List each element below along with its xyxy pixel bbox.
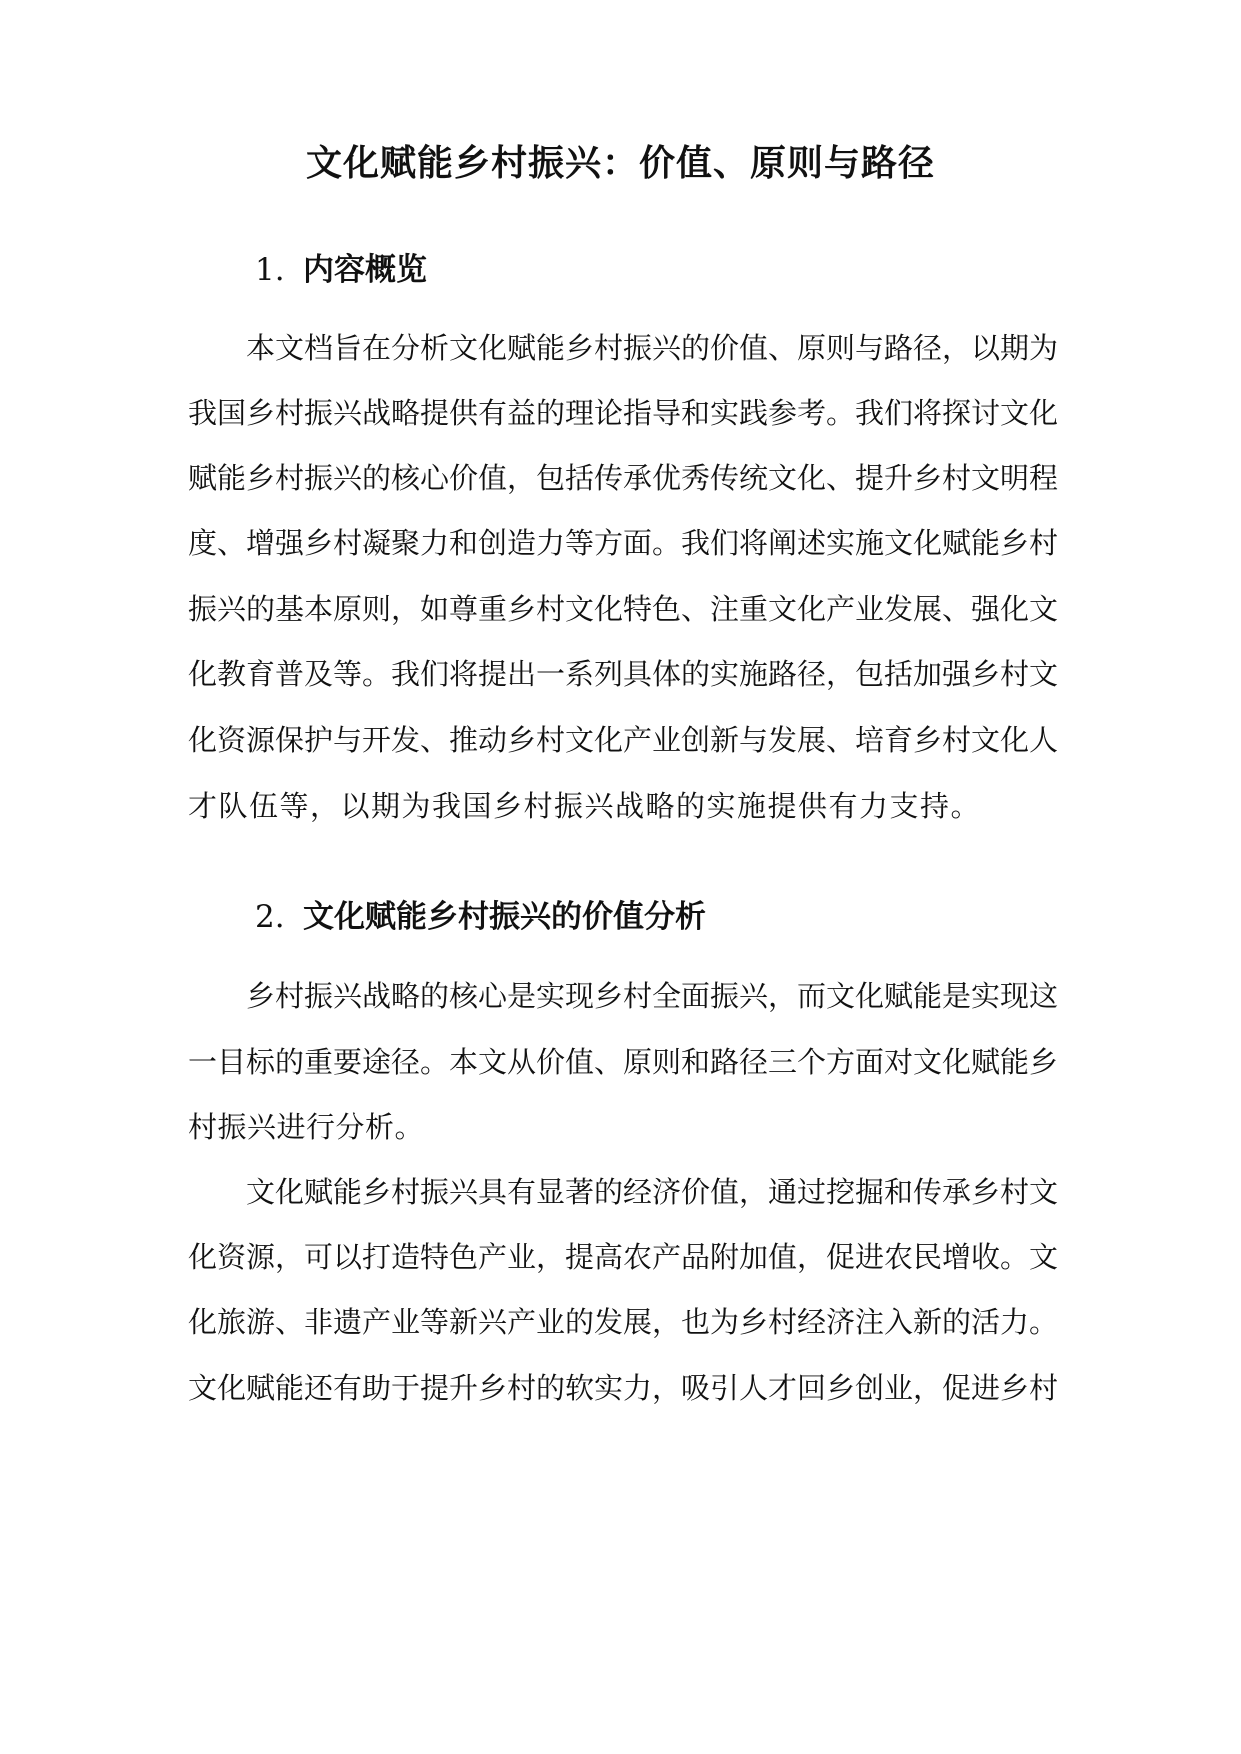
paragraph-line: 振兴的基本原则，如尊重乡村文化特色、注重文化产业发展、强化文 — [188, 592, 1059, 626]
section-heading-1 — [255, 248, 427, 292]
section-heading-2 — [255, 895, 706, 939]
paragraph-line: 一目标的重要途径。本文从价值、原则和路径三个方面对文化赋能乡 — [188, 1045, 1059, 1079]
paragraph-line: 度、增强乡村凝聚力和创造力等方面。我们将阐述实施文化赋能乡村 — [188, 526, 1059, 560]
section-number: 1. — [255, 252, 285, 288]
paragraph-line: 文化赋能乡村振兴具有显著的经济价值，通过挖掘和传承乡村文 — [246, 1175, 1059, 1209]
paragraph-line: 文化赋能还有助于提升乡村的软实力，吸引人才回乡创业，促进乡村 — [188, 1371, 1059, 1405]
paragraph-line: 化资源保护与开发、推动乡村文化产业创新与发展、培育乡村文化人 — [188, 723, 1059, 757]
paragraph-line: 乡村振兴战略的核心是实现乡村全面振兴，而文化赋能是实现这 — [246, 979, 1059, 1013]
paragraph-line: 村振兴进行分析。 — [188, 1110, 425, 1144]
paragraph-line: 化旅游、非遗产业等新兴产业的发展，也为乡村经济注入新的活力。 — [188, 1305, 1059, 1339]
section-title: 内容概览 — [303, 252, 427, 288]
section-title: 文化赋能乡村振兴的价值分析 — [303, 899, 706, 935]
paragraph-line: 本文档旨在分析文化赋能乡村振兴的价值、原则与路径，以期为 — [246, 331, 1059, 365]
paragraph-line: 赋能乡村振兴的核心价值，包括传承优秀传统文化、提升乡村文明程 — [188, 461, 1059, 495]
paragraph-line: 化资源，可以打造特色产业，提高农产品附加值，促进农民增收。文 — [188, 1240, 1059, 1274]
paragraph-line: 我国乡村振兴战略提供有益的理论指导和实践参考。我们将探讨文化 — [188, 396, 1059, 430]
paragraph-line: 化教育普及等。我们将提出一系列具体的实施路径，包括加强乡村文 — [188, 657, 1059, 691]
paragraph-line: 才队伍等，以期为我国乡村振兴战略的实施提供有力支持。 — [188, 789, 982, 823]
document-title: 文化赋能乡村振兴：价值、原则与路径 — [305, 142, 935, 184]
section-number: 2. — [255, 899, 285, 935]
